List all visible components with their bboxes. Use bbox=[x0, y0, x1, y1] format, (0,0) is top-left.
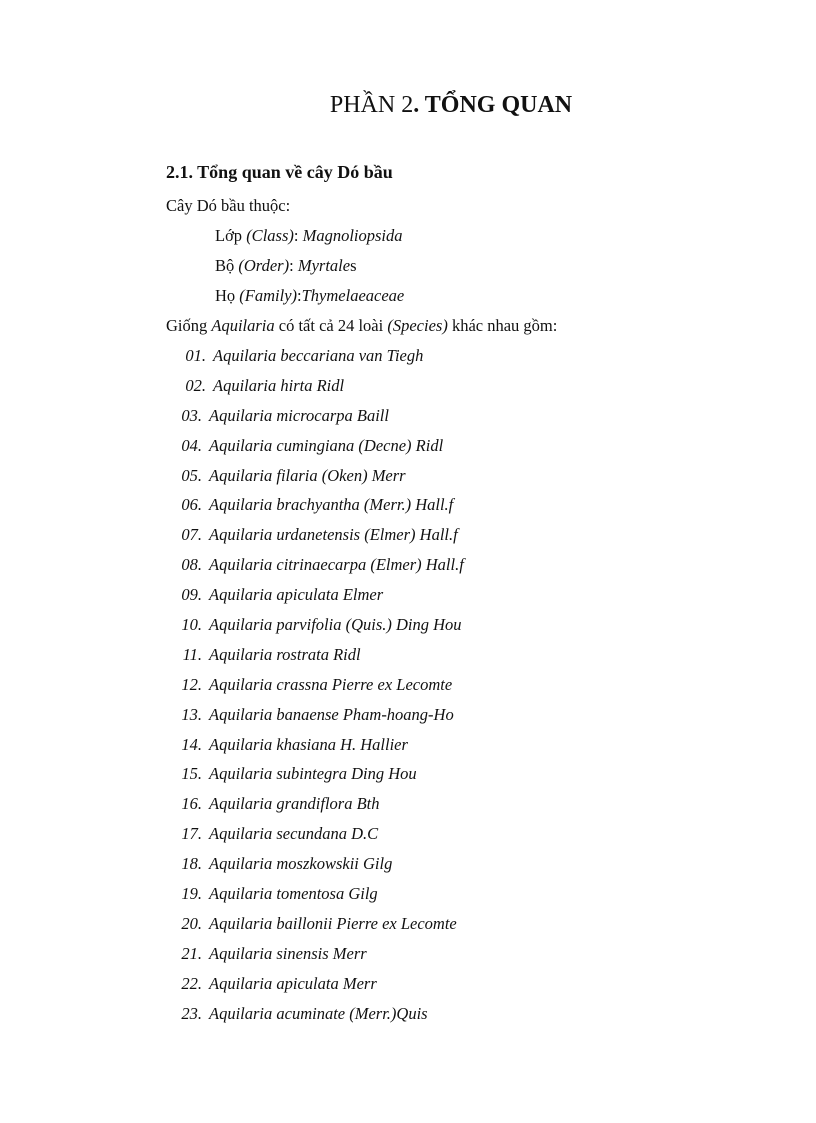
species-number: 14. bbox=[181, 734, 202, 754]
part-label: PHẦN 2 bbox=[329, 92, 414, 118]
taxonomy-order bbox=[215, 256, 356, 276]
taxonomy-value: Myrtale bbox=[297, 256, 351, 275]
taxonomy-value: Thymelaeaceae bbox=[301, 286, 405, 305]
species-number: 21. bbox=[181, 943, 202, 963]
page-title bbox=[0, 92, 816, 119]
species-number: 22. bbox=[181, 973, 202, 993]
taxonomy-term: (Family) bbox=[239, 286, 298, 305]
taxonomy-tail: s bbox=[350, 256, 357, 275]
genus-middle: có tất cả 24 loài bbox=[274, 316, 388, 335]
taxonomy-rank: Lớp bbox=[215, 226, 247, 245]
species-number: 06. bbox=[181, 495, 202, 515]
species-number: 13. bbox=[181, 704, 202, 724]
taxonomy-separator: : bbox=[297, 286, 302, 305]
species-name: Aquilaria filaria (Oken) Merr bbox=[209, 465, 406, 485]
taxonomy-value: Magnoliopsida bbox=[302, 226, 403, 245]
species-name: Aquilaria crassna Pierre ex Lecomte bbox=[209, 674, 453, 694]
species-name: Aquilaria apiculata Merr bbox=[209, 973, 377, 993]
genus-term: (Species) bbox=[387, 316, 448, 335]
species-number: 04. bbox=[181, 435, 202, 455]
species-number: 17. bbox=[181, 824, 202, 844]
taxonomy-separator: : bbox=[293, 226, 303, 245]
species-number: 02. bbox=[185, 375, 206, 395]
taxonomy-rank: Họ bbox=[215, 286, 240, 305]
species-number: 12. bbox=[181, 674, 202, 694]
species-name: Aquilaria microcarpa Baill bbox=[209, 405, 389, 425]
species-number: 03. bbox=[181, 405, 202, 425]
taxonomy-rank: Bộ bbox=[215, 256, 239, 275]
species-name: Aquilaria secundana D.C bbox=[209, 824, 379, 844]
species-name: Aquilaria parvifolia (Quis.) Ding Hou bbox=[209, 615, 462, 635]
species-name: Aquilaria cumingiana (Decne) Ridl bbox=[209, 435, 444, 455]
species-number: 20. bbox=[181, 913, 202, 933]
taxonomy-class bbox=[215, 226, 403, 246]
species-name: Aquilaria baillonii Pierre ex Lecomte bbox=[209, 913, 457, 933]
species-number: 08. bbox=[181, 555, 202, 575]
genus-name: Aquilaria bbox=[211, 316, 275, 335]
species-name: Aquilaria hirta Ridl bbox=[213, 375, 345, 395]
species-name: Aquilaria beccariana van Tiegh bbox=[213, 346, 424, 365]
genus-suffix: khác nhau gồm: bbox=[447, 316, 558, 335]
species-name: Aquilaria subintegra Ding Hou bbox=[209, 764, 417, 784]
species-number: 11. bbox=[182, 644, 202, 664]
species-name: Aquilaria banaense Pham-hoang-Ho bbox=[209, 704, 454, 724]
part-heading: . TỔNG QUAN bbox=[413, 92, 573, 118]
section-heading: 2.1. Tổng quan về cây Dó bầu bbox=[166, 162, 393, 182]
intro-text: Cây Dó bầu thuộc: bbox=[166, 196, 291, 215]
taxonomy-family bbox=[215, 286, 404, 306]
species-name: Aquilaria acuminate (Merr.)Quis bbox=[209, 1003, 428, 1023]
species-name: Aquilaria apiculata Elmer bbox=[209, 585, 384, 605]
taxonomy-term: (Order) bbox=[238, 256, 290, 275]
species-number: 15. bbox=[181, 764, 202, 784]
species-number: 07. bbox=[181, 525, 202, 545]
species-name: Aquilaria tomentosa Gilg bbox=[209, 884, 378, 904]
species-name: Aquilaria moszkowskii Gilg bbox=[209, 854, 393, 874]
species-number: 16. bbox=[181, 794, 202, 814]
genus-prefix: Giống bbox=[166, 316, 212, 335]
species-number: 05. bbox=[181, 465, 202, 485]
species-number: 10. bbox=[181, 615, 202, 635]
species-number: 19. bbox=[181, 884, 202, 904]
taxonomy-separator: : bbox=[289, 256, 298, 275]
species-number: 09. bbox=[181, 585, 202, 605]
species-name: Aquilaria citrinaecarpa (Elmer) Hall.f bbox=[209, 555, 464, 575]
species-name: Aquilaria urdanetensis (Elmer) Hall.f bbox=[209, 525, 458, 545]
species-number: 01. bbox=[185, 346, 206, 365]
species-name: Aquilaria grandiflora Bth bbox=[209, 794, 380, 814]
species-name: Aquilaria brachyantha (Merr.) Hall.f bbox=[209, 495, 454, 515]
species-name: Aquilaria sinensis Merr bbox=[209, 943, 367, 963]
species-number: 23. bbox=[181, 1003, 202, 1023]
species-name: Aquilaria rostrata Ridl bbox=[209, 644, 361, 664]
species-number: 18. bbox=[181, 854, 202, 874]
genus-line bbox=[166, 316, 557, 336]
taxonomy-term: (Class) bbox=[246, 226, 294, 245]
species-name: Aquilaria khasiana H. Hallier bbox=[209, 734, 408, 754]
